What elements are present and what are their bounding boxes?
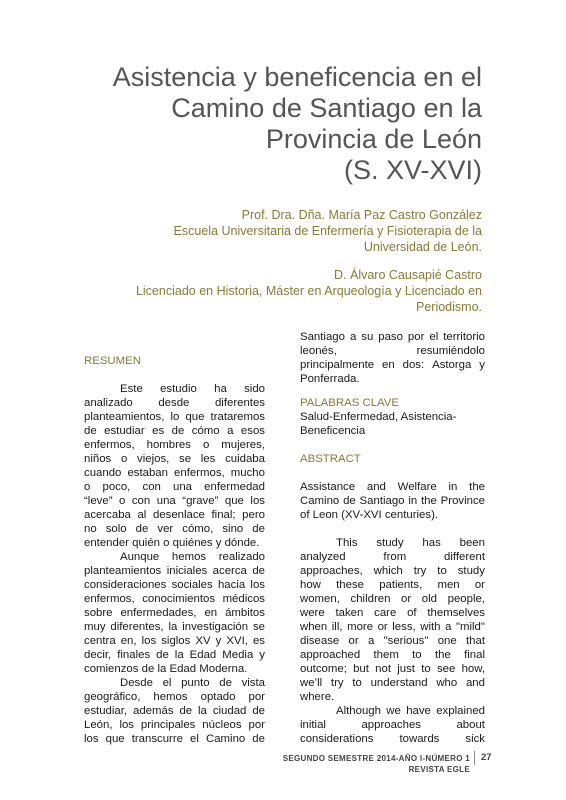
palabras-clave-text [300, 410, 485, 438]
text-line: Este estudio ha sido [120, 383, 265, 395]
page-number: 27 [474, 751, 492, 765]
text-line: disease or a "serious" one that [300, 635, 485, 647]
resumen-heading: RESUMEN [84, 355, 141, 367]
abstract-paragraph-1 [300, 536, 485, 704]
text-line: Aunque hemos realizado [120, 551, 265, 563]
abstract-title [300, 480, 485, 522]
title-line: Provincia de León [265, 124, 482, 154]
text-line: planteamientos, lo que trataremos [84, 411, 265, 423]
text-line: centra en, los siglos XV y XVI, es [84, 635, 265, 647]
text-line: Ponferrada. [300, 373, 360, 385]
text-line: women, children or old people, [300, 593, 485, 605]
palabras-clave-heading: PALABRAS CLAVE [300, 397, 399, 409]
abstract-paragraph-2 [300, 704, 485, 746]
text-line: Although we have explained [336, 705, 485, 717]
author-affiliation: Escuela Universitaria de Enfermería y Fisioterapia de la [173, 224, 482, 238]
resumen-paragraph-2 [84, 550, 265, 676]
text-line: estudiar, además de la ciudad de [84, 705, 265, 717]
text-line: geográfico, hemos optado por [84, 691, 265, 703]
text-line: entender quién o quiénes y dónde. [84, 537, 260, 549]
text-line: analyzed from different [300, 551, 485, 563]
text-line: decir, finales de la Edad Media y [84, 649, 265, 661]
text-line: outcome; but not just to see how, [300, 663, 485, 675]
resumen-continuation [300, 330, 485, 386]
title-line: Camino de Santiago en la [171, 93, 482, 123]
title-line: Asistencia y beneficencia en el [112, 62, 482, 92]
text-line: enfermos, hombres o mujeres, [84, 439, 265, 451]
author-affiliation: Universidad de León. [363, 240, 482, 254]
text-line: approaches, which try to study [300, 565, 485, 577]
text-line: where. [300, 691, 335, 703]
left-column [84, 330, 265, 746]
text-line: niños o viejos, se les cuidaba [84, 453, 265, 465]
title-line: (S. XV-XVI) [343, 155, 482, 185]
text-line: leonés, resumiéndolo [300, 345, 485, 357]
text-line: were taken care of themselves [300, 607, 485, 619]
text-line: of Leon (XV-XVI centuries). [300, 509, 439, 521]
journal-footer [283, 753, 470, 775]
text-line: “leve” o con una “grave” que los [84, 495, 265, 507]
text-line: considerations towards sick [300, 733, 485, 745]
text-line: Beneficencia [300, 425, 366, 437]
text-line: comienzos de la Edad Moderna. [84, 663, 248, 675]
text-line: principalmente en dos: Astorga y [300, 359, 485, 371]
author-name: Prof. Dra. Dña. María Paz Castro González [241, 208, 482, 222]
text-line: Desde el punto de vista [120, 677, 265, 689]
text-line: de estudiar es de cómo a esos [84, 425, 265, 437]
author-name: D. Álvaro Causapié Castro [334, 268, 482, 282]
text-line: initial approaches about [300, 719, 485, 731]
text-line: no solo de ver cómo, sino de [84, 523, 265, 535]
footer-journal: REVISTA EGLE [408, 765, 470, 774]
author-block-1 [42, 207, 482, 255]
text-line: This study has been [336, 537, 485, 549]
text-line: León, los principales núcleos por [84, 719, 265, 731]
text-line: sobre enfermedades, en ámbitos [84, 607, 265, 619]
text-line: cuando estaban enfermos, mucho [84, 467, 265, 479]
text-line: muy diferentes, la investigación se [84, 621, 265, 633]
text-line: o poco, con una enfermedad [84, 481, 265, 493]
author-affiliation: Licenciado en Historia, Máster en Arqueología y Licenciado en [135, 284, 482, 298]
text-line: we’ll try to understand who and [300, 677, 485, 689]
text-line: how these patients, men or [300, 579, 485, 591]
text-line: Camino de Santiago in the Province [300, 495, 485, 507]
text-line: Santiago a su paso por el territorio [300, 331, 485, 343]
text-line: analizado desde diferentes [84, 397, 265, 409]
right-column [300, 330, 485, 746]
author-block-2 [42, 267, 482, 315]
text-line: los que transcurre el Camino de [84, 733, 265, 745]
text-line: acercaba al desenlace final; pero [84, 509, 265, 521]
text-line: Salud-Enfermedad, Asistencia- [300, 411, 457, 423]
resumen-paragraph-1 [84, 382, 265, 550]
resumen-paragraph-3 [84, 676, 265, 746]
text-line: when ill, more or less, with a "mild" [300, 621, 485, 633]
article-title [102, 62, 482, 186]
text-line: consideraciones sociales hacia los [84, 579, 265, 591]
text-line: Assistance and Welfare in the [300, 481, 485, 493]
text-line: planteamientos iniciales acerca de [84, 565, 265, 577]
text-line: enfermos, conocimientos médicos [84, 593, 265, 605]
author-affiliation: Periodismo. [416, 300, 482, 314]
footer-issue: SEGUNDO SEMESTRE 2014-AÑO I-NÚMERO 1 [282, 754, 470, 763]
text-line: approached them to the final [300, 649, 485, 661]
abstract-heading: ABSTRACT [300, 453, 361, 465]
